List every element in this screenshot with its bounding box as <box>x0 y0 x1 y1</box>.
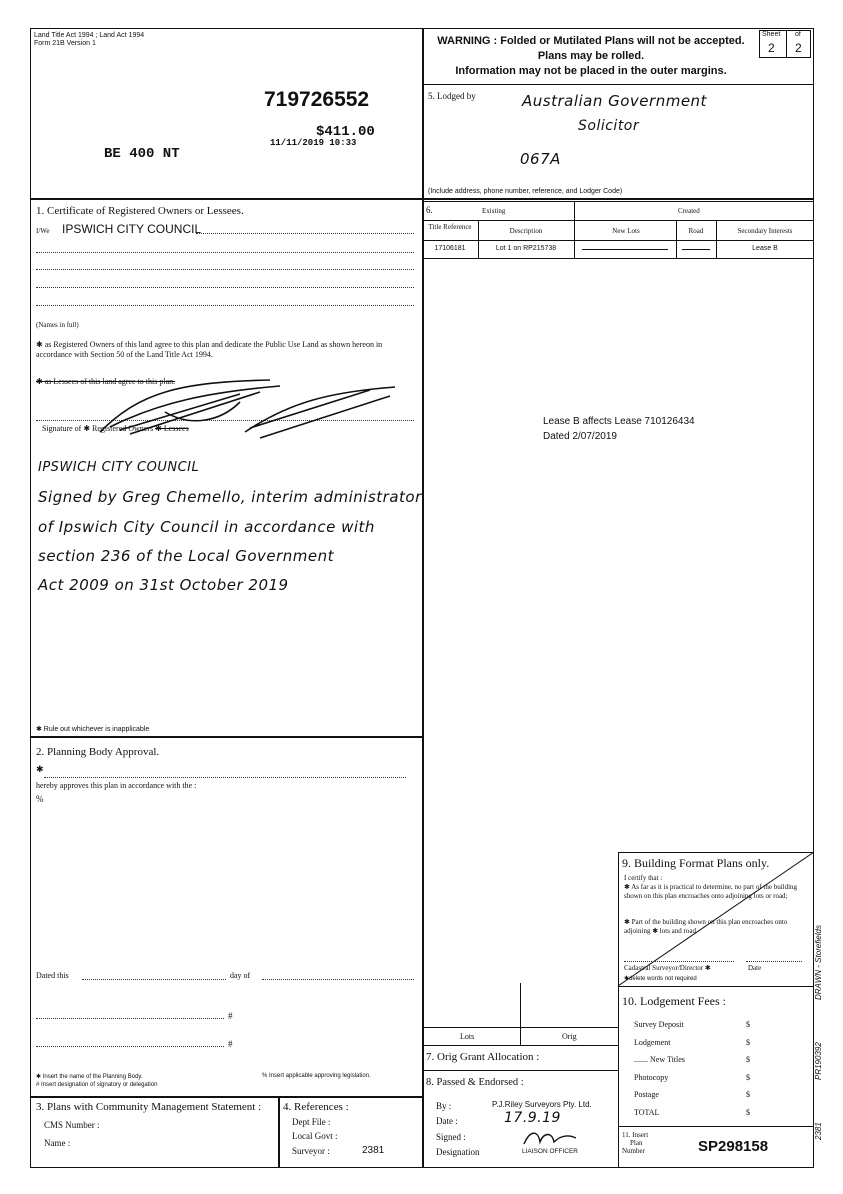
dotted-line <box>36 269 414 270</box>
dotted-line <box>44 777 406 778</box>
table-line <box>422 220 814 221</box>
hand-signed-by: Signed by Greg Chemello, interim administrator <box>38 488 422 506</box>
plan-label-1: 11. Insert <box>622 1131 649 1139</box>
fee-value: $ <box>746 1020 750 1029</box>
planning-title: 2. Planning Body Approval. <box>36 746 160 758</box>
col-road: Road <box>688 227 704 235</box>
fee-row <box>634 1104 806 1122</box>
lots-orig-divider <box>520 983 521 1045</box>
signature-label-a: Signature of <box>42 424 82 433</box>
top-section-divider <box>30 198 814 200</box>
col-title-reference: Title Reference <box>428 223 472 231</box>
owner-statement: ✱ as Registered Owners of this land agree to this plan and dedicate the Public Use Land as shown hereon in accordance with Section 50 of the Land Title Act 1994. <box>36 340 383 359</box>
passed-by-label: By : <box>436 1101 452 1111</box>
fee-value: $ <box>746 1090 750 1100</box>
designation-label: Designation <box>436 1147 480 1157</box>
act-line-2: Form 21B Version 1 <box>34 40 96 47</box>
cms-ref-divider <box>278 1096 280 1168</box>
sheet-box-divider <box>786 30 787 58</box>
table-line <box>478 220 479 258</box>
planning-star: ✱ <box>36 764 44 774</box>
lots-line <box>422 1045 618 1046</box>
hand-of-council: of Ipswich City Council in accordance with <box>38 518 375 536</box>
lots-label: Lots <box>460 1032 475 1041</box>
new-lots-dash <box>582 249 668 250</box>
signature-label-b: ✱ Registered Owners <box>83 424 154 433</box>
owner-signature <box>70 372 400 442</box>
certificate-title: 1. Certificate of Registered Owners or Lessees. <box>36 205 244 217</box>
local-govt-label: Local Govt : <box>292 1131 338 1141</box>
dotted-line <box>36 252 414 253</box>
surveyor-reference: 2381 <box>362 1145 385 1156</box>
fee-value: $ <box>746 1072 750 1082</box>
hash-2: # <box>228 1039 233 1049</box>
lease-note-1: Lease B affects Lease 710126434 <box>543 416 695 427</box>
dotted-line <box>36 1046 224 1047</box>
road-dash <box>682 249 710 250</box>
left-mid-divider <box>30 736 422 738</box>
fee-label: Survey Deposit <box>634 1020 684 1029</box>
hand-act-date: Act 2009 on 31st October 2019 <box>38 576 289 594</box>
col-secondary-interests: Secondary Interests <box>737 227 793 235</box>
orig-label: Orig <box>562 1032 577 1041</box>
iwe-label: I/We <box>36 227 50 235</box>
table-line <box>422 201 814 202</box>
passed-signed-label: Signed : <box>436 1132 466 1142</box>
created-heading: Created <box>678 207 700 215</box>
building-point-1: ✱ As far as it is practical to determine, no part of the building shown on this plan encroaches onto adjoining lots or road; <box>624 883 798 900</box>
table-line <box>422 258 814 259</box>
dotted-line <box>196 233 414 234</box>
cms-name-label: Name : <box>44 1138 71 1148</box>
day-of: day of <box>230 971 251 980</box>
hand-section: section 236 of the Local Government <box>38 547 335 565</box>
existing-heading: Existing <box>482 207 506 215</box>
lodged-note: (Include address, phone number, reference, and Lodger Code) <box>428 188 623 195</box>
lodged-by-label: 5. Lodged by <box>428 91 476 101</box>
footnote-designation: # Insert designation of signatory or delegation <box>36 1082 158 1088</box>
dotted-line <box>36 287 414 288</box>
sheet-number: 2 <box>768 41 775 55</box>
margin-number: 2381 <box>814 1122 823 1140</box>
row-secondary-interests: Lease B <box>752 245 778 252</box>
fee-row <box>634 1086 806 1104</box>
dotted-line <box>262 979 414 980</box>
names-in-full: (Names in full) <box>36 321 79 329</box>
passed-by-value: P.J.Riley Surveyors Pty. Ltd. <box>492 1100 592 1109</box>
cms-number-label: CMS Number : <box>44 1120 100 1130</box>
of-label: of <box>795 31 801 38</box>
fee-value: $ <box>746 1037 750 1047</box>
fees-list <box>634 1016 806 1122</box>
certify-label: I certify that : <box>624 874 663 882</box>
warning-line-3: Information may not be placed in the outer margins. <box>455 65 727 77</box>
hereby-approves: hereby approves this plan in accordance with the : <box>36 781 197 790</box>
dotted-line <box>624 961 734 962</box>
plan-label-3: Number <box>622 1147 645 1155</box>
cms-title: 3. Plans with Community Management Statement : <box>36 1101 262 1113</box>
plan-number: SP298158 <box>698 1138 769 1155</box>
margin-pr-number: PR190392 <box>814 1042 823 1080</box>
passed-date-label: Date : <box>436 1116 458 1126</box>
rule-out-note: ✱ Rule out whichever is inapplicable <box>36 726 150 733</box>
of-number: 2 <box>795 41 802 55</box>
dated-this: Dated this <box>36 971 69 980</box>
warning-box <box>426 34 756 79</box>
footnote-planning-body: ✱ Insert the name of the Planning Body. <box>36 1074 143 1080</box>
dotted-line <box>82 979 226 980</box>
lots-line <box>422 1027 618 1028</box>
signature-label-c: ✱ Lessees <box>155 424 189 433</box>
plan-number-top-line <box>618 1126 814 1127</box>
row-title-reference: 17106181 <box>434 245 466 252</box>
delete-note: ✱delete words not required <box>624 976 697 982</box>
building-point-2: ✱ Part of the building shown on this plan encroaches onto adjoining ✱ lots and road <box>624 918 788 935</box>
plan-number-label <box>622 1131 648 1155</box>
designation-value: LIAISON OFFICER <box>522 1148 578 1155</box>
table-6-number: 6. <box>426 205 433 215</box>
dotted-line <box>36 1018 224 1019</box>
hash-1: # <box>228 1011 233 1021</box>
fee-row <box>634 1069 806 1087</box>
lodger-code: 067A <box>520 150 561 168</box>
fee-row <box>634 1034 806 1052</box>
table-line <box>676 220 677 258</box>
fee-label: Postage <box>634 1090 659 1100</box>
passed-title: 8. Passed & Endorsed : <box>426 1077 524 1088</box>
act-line-1: Land Title Act 1994 ; Land Act 1994 <box>34 32 145 39</box>
lease-note-2: Dated 2/07/2019 <box>543 431 617 442</box>
fee-label: TOTAL <box>634 1107 660 1117</box>
surveyor-label: Surveyor : <box>292 1146 330 1156</box>
table-line <box>716 220 717 258</box>
left-bottom-divider <box>30 1096 422 1098</box>
table-line <box>574 201 575 258</box>
office-code: BE 400 NT <box>104 146 180 162</box>
cadastral-surveyor-label: Cadastral Surveyor/Director ✱ <box>624 964 711 972</box>
sheet-label: Sheet <box>762 31 781 38</box>
margin-drawn: DRAWN - Storefields <box>814 925 823 1000</box>
lodged-by-hand-2: Solicitor <box>578 118 640 134</box>
hand-owner-name: IPSWICH CITY COUNCIL <box>38 460 200 475</box>
warning-divider <box>422 84 814 85</box>
dotted-line <box>746 961 802 962</box>
fee-amount: $411.00 <box>316 124 375 140</box>
lodged-datetime: 11/11/2019 10:33 <box>270 138 357 148</box>
plan-label-2: Plan <box>630 1139 643 1147</box>
warning-line-1: WARNING : Folded or Mutilated Plans will not be accepted. <box>437 35 745 47</box>
dotted-line <box>36 305 414 306</box>
fee-label: ....... New Titles <box>634 1055 685 1065</box>
table-line <box>422 240 814 241</box>
fee-label: Lodgement <box>634 1037 671 1047</box>
fee-label: Photocopy <box>634 1072 669 1082</box>
fee-row <box>634 1051 806 1069</box>
orig-grant-title: 7. Orig Grant Allocation : <box>426 1051 540 1063</box>
fee-value: $ <box>746 1055 750 1065</box>
col-new-lots: New Lots <box>612 227 640 235</box>
passed-top-line <box>422 1070 618 1071</box>
fees-top-line <box>618 986 814 987</box>
lodged-by-hand-1: Australian Government <box>522 92 707 110</box>
fee-value: $ <box>746 1107 750 1117</box>
col-description: Description <box>509 227 543 235</box>
planning-percent: % <box>36 794 44 804</box>
dealing-number: 719726552 <box>264 88 370 111</box>
passed-date-value: 17.9.19 <box>504 1110 561 1126</box>
warning-line-2: Plans may be rolled. <box>537 50 645 62</box>
references-title: 4. References : <box>283 1101 349 1113</box>
footnote-legislation: % Insert applicable approving legislation. <box>262 1073 371 1079</box>
fees-title: 10. Lodgement Fees : <box>622 994 726 1008</box>
building-title: 9. Building Format Plans only. <box>622 856 770 870</box>
row-description: Lot 1 on RP215738 <box>495 245 557 252</box>
owner-name: IPSWICH CITY COUNCIL <box>62 222 202 236</box>
dept-file-label: Dept File : <box>292 1117 331 1127</box>
fee-row <box>634 1016 806 1034</box>
lessee-statement-struck: ✱ as Lessees of this land agree to this plan. <box>36 377 176 386</box>
building-date-label: Date <box>748 964 762 972</box>
